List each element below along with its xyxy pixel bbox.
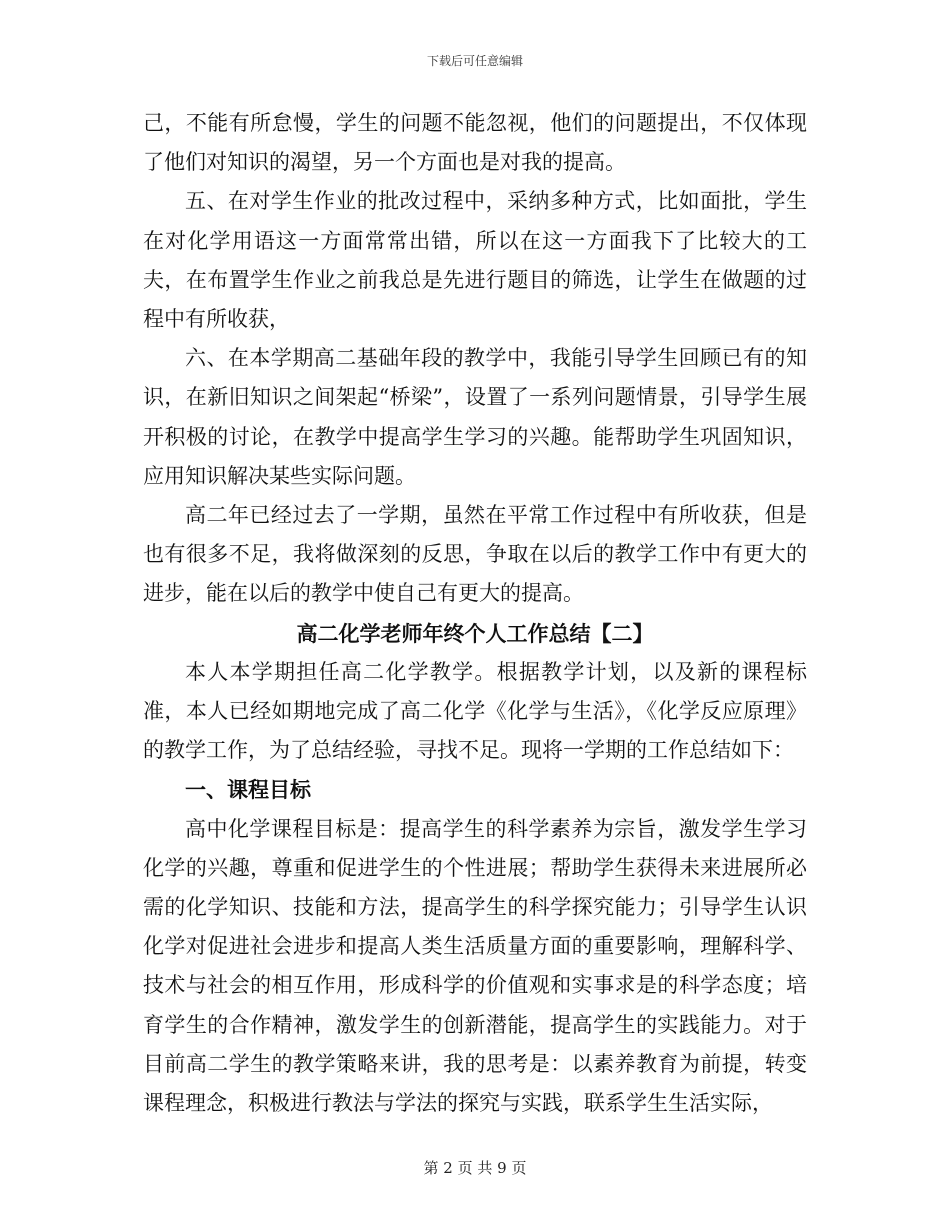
paragraph-summary: 高二年已经过去了一学期，虽然在平常工作过程中有所收获，但是也有很多不足，我将做深刻的反思，争取在以后的教学工作中有更大的进步，能在以后的教学中使自己有更大的提高。 [143,503,807,606]
section-heading-course-goals: 一、课程目标 [185,777,311,803]
section-title: 高二化学老师年终个人工作总结【二】 [296,620,654,646]
page-header: 下载后可任意编辑 [426,54,523,68]
page-footer: 第 2 页 共 9 页 [423,1159,527,1177]
paragraph-intro: 本人本学期担任高二化学教学。根据教学计划，以及新的课程标准，本人已经如期地完成了高二化学《化学与生活》，《化学反应原理》的教学工作，为了总结经验，寻找不足。现将一学期的工作总结如下： [143,659,807,763]
document-body [143,104,807,1123]
paragraph-item-5: 五、在对学生作业的批改过程中，采纳多种方式，比如面批，学生在对化学用语这一方面常常出错，所以在这一方面我下了比较大的工夫，在布置学生作业之前我总是先进行题目的筛选，让学生在做题的过程中有所收获， [143,189,807,332]
paragraph-continuation: 己，不能有所怠慢，学生的问题不能忽视，他们的问题提出，不仅体现了他们对知识的渴望，另一个方面也是对我的提高。 [143,111,807,175]
paragraph-course-goals: 高中化学课程目标是：提高学生的科学素养为宗旨，激发学生学习化学的兴趣，尊重和促进学生的个性进展；帮助学生获得未来进展所必需的化学知识、技能和方法，提高学生的科学探究能力；引导学生认识化学对促进社会进步和提高人类生活质量方面的重要影响，理解科学、技术与社会的相互作用，形成科学的价值观和实事求是的科学态度；培育学生的合作精神，激发学生的创新潜能，提高学生的实践能力。对于目前高二学生的教学策略来讲，我的思考是：以素养教育为前提，转变课程理念，积极进行教法与学法的探究与实践，联系学生生活实际， [143,816,807,1116]
paragraph-item-6: 六、在本学期高二基础年段的教学中，我能引导学生回顾已有的知识，在新旧知识之间架起“桥梁”，设置了一系列问题情景，引导学生展开积极的讨论，在教学中提高学生学习的兴趣。能帮助学生巩固知识，应用知识解决某些实际问题。 [143,346,807,488]
